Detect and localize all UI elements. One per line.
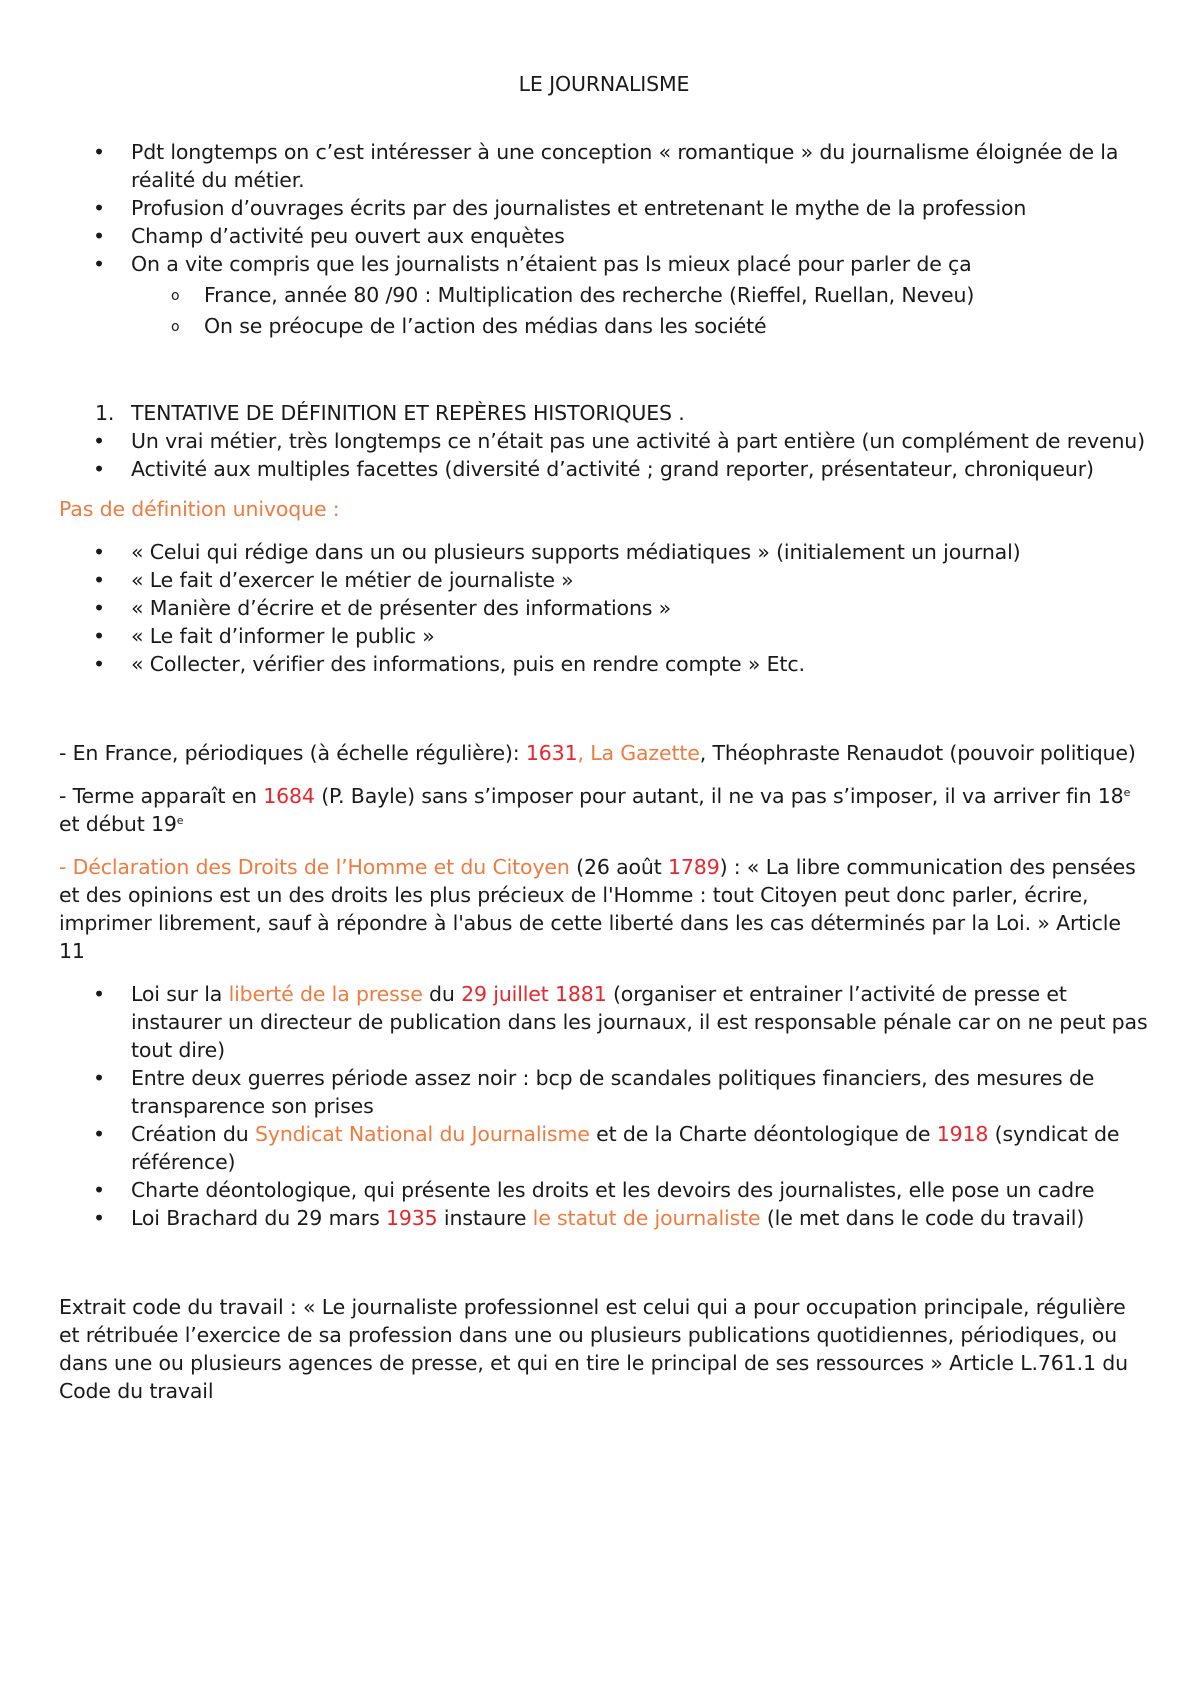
text-run: , bbox=[577, 741, 591, 765]
section-heading-text: TENTATIVE DE DÉFINITION ET REPÈRES HISTORIQUES . bbox=[131, 401, 685, 425]
text-run: (P. Bayle) sans s’imposer pour autant, il ne va pas s’imposer, il va arriver fin 18 bbox=[314, 784, 1124, 808]
list-item bbox=[59, 980, 1149, 1064]
extract-paragraph: Extrait code du travail : « Le journaliste professionnel est celui qui a pour occupation principale, régulière et rétribuée l’exercice de sa profession dans une ou plusieurs publications quotidiennes, périodiques, ou dans une ou plusieurs agences de presse, et qui en tire le principal de ses ressources » Article L.761.1 du Code du travail bbox=[59, 1295, 1128, 1403]
list-item: • Charte déontologique, qui présente les droits et les devoirs des journalistes, elle pose un cadre bbox=[59, 1176, 1149, 1204]
list-item: • Entre deux guerres période assez noir : bcp de scandales politiques financiers, des mesures de transparence son prises bbox=[59, 1064, 1149, 1120]
superscript: e bbox=[1123, 786, 1131, 799]
superscript: e bbox=[176, 814, 184, 827]
declaration-highlight: Déclaration des Droits de l’Homme et du Citoyen bbox=[72, 855, 570, 879]
list-item: • Pdt longtemps on c’est intéresser à une conception « romantique » du journalisme éloignée de la réalité du métier. bbox=[59, 138, 1149, 194]
sub-list-item: o On se préocupe de l’action des médias dans les société bbox=[59, 312, 1149, 340]
section-number: 1. bbox=[95, 401, 115, 425]
section-list bbox=[59, 427, 1149, 483]
list-item: • Profusion d’ouvrages écrits par des journalistes et entretenant le mythe de la profession bbox=[59, 194, 1149, 222]
list-item: • Un vrai métier, très longtemps ce n’était pas une activité à part entière (un complément de revenu) bbox=[59, 427, 1149, 455]
text-run: et début 19 bbox=[59, 812, 177, 836]
year-highlight: 1935 bbox=[385, 1206, 438, 1230]
text-run: Loi sur la bbox=[131, 982, 229, 1006]
sub-list-item: o France, année 80 /90 : Multiplication des recherche (Rieffel, Ruellan, Neveu) bbox=[59, 281, 1149, 309]
list-item: • Activité aux multiples facettes (diversité d’activité ; grand reporter, présentateur, chroniqueur) bbox=[59, 455, 1149, 483]
text-run: (26 août bbox=[569, 855, 669, 879]
text-run: , Théophraste Renaudot (pouvoir politique) bbox=[699, 741, 1136, 765]
text-run: et de la Charte déontologique de bbox=[589, 1122, 937, 1146]
list-item: • Champ d’activité peu ouvert aux enquètes bbox=[59, 222, 1149, 250]
page-title: LE JOURNALISME bbox=[518, 72, 690, 96]
list-item: • « Collecter, vérifier des informations, puis en rendre compte » Etc. bbox=[59, 650, 1149, 678]
list-item: • « Manière d’écrire et de présenter des informations » bbox=[59, 594, 1149, 622]
text-run: ) : « La libre communication des pensées et des opinions est un des droits les plus précieux de l'Homme : tout Citoyen peut donc parler, écrire, imprimer librement, sauf à répondre à l'abus de cette liberté dans les cas déterminés par la Loi. » Article 11 bbox=[59, 855, 1136, 963]
text-run: (le met dans le code du travail) bbox=[760, 1206, 1085, 1230]
text-run: - En France, périodiques (à échelle régulière): bbox=[59, 741, 526, 765]
list-item bbox=[59, 1204, 1149, 1232]
text-run: du bbox=[422, 982, 462, 1006]
list-item: • « Celui qui rédige dans un ou plusieurs supports médiatiques » (initialement un journal) bbox=[59, 538, 1149, 566]
text-run: Loi Brachard du 29 mars bbox=[131, 1206, 386, 1230]
law-list bbox=[59, 980, 1149, 1232]
list-item bbox=[59, 1120, 1149, 1176]
history-paragraph bbox=[59, 782, 1149, 838]
text-run: (syndicat de référence) bbox=[131, 1122, 1120, 1174]
history-paragraph bbox=[59, 739, 1149, 767]
history-paragraph bbox=[59, 853, 1149, 965]
year-highlight: 1918 bbox=[936, 1122, 989, 1146]
year-highlight: 1631 bbox=[525, 741, 578, 765]
date-highlight: 29 juillet 1881 bbox=[461, 982, 607, 1006]
list-item: • On a vite compris que les journalists n’étaient pas ls mieux placé pour parler de ça bbox=[59, 250, 1149, 278]
text-run: Création du bbox=[131, 1122, 255, 1146]
orange-highlight: le statut de journaliste bbox=[532, 1206, 761, 1230]
text-run: instaure bbox=[437, 1206, 533, 1230]
definition-heading: Pas de définition univoque : bbox=[59, 497, 340, 521]
list-item: • « Le fait d’exercer le métier de journaliste » bbox=[59, 566, 1149, 594]
intro-list bbox=[59, 138, 1149, 340]
text-run: - Terme apparaît en bbox=[59, 784, 264, 808]
section-heading bbox=[59, 399, 1149, 427]
orange-highlight: liberté de la presse bbox=[228, 982, 423, 1006]
orange-highlight: Syndicat National du Journalisme bbox=[254, 1122, 590, 1146]
document-page bbox=[59, 70, 1149, 1405]
year-highlight: 1684 bbox=[263, 784, 315, 808]
year-highlight: 1789 bbox=[668, 855, 720, 879]
list-item: • « Le fait d’informer le public » bbox=[59, 622, 1149, 650]
text-run: - bbox=[59, 855, 73, 879]
definition-list bbox=[59, 538, 1149, 678]
name-highlight: La Gazette bbox=[590, 741, 700, 765]
text-run: (organiser et entrainer l’activité de presse et instaurer un directeur de publication dans les journaux, il est responsable pénale car on ne peut pas tout dire) bbox=[131, 982, 1148, 1062]
